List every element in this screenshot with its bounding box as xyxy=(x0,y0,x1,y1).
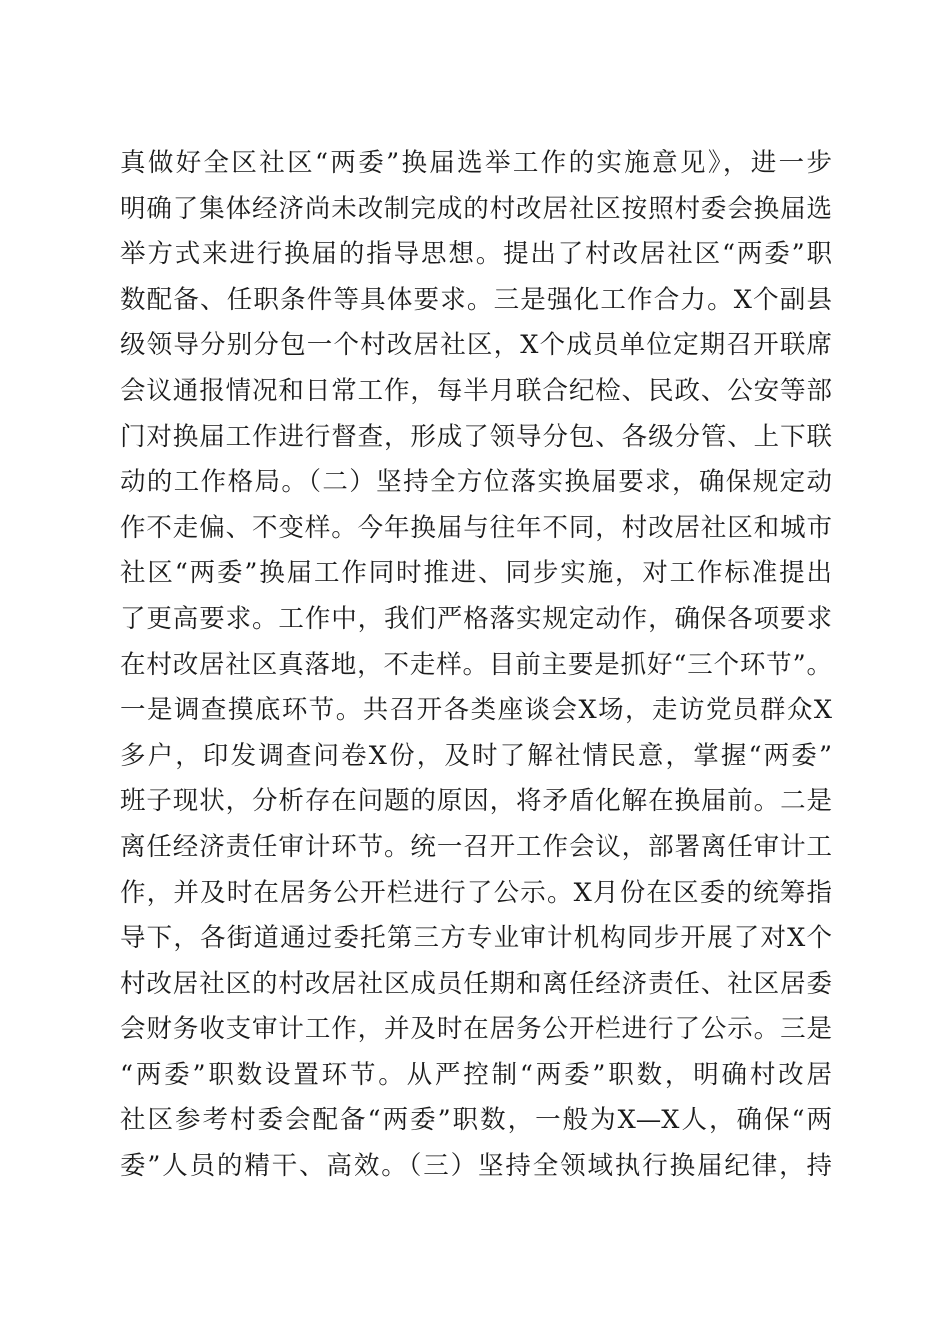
text-line: 真做好全区社区“两委”换届选举工作的实施意见》，进一步 xyxy=(120,148,832,178)
text-line: 在村改居社区真落地，不走样。目前主要是抓好“三个环节”。 xyxy=(120,649,832,680)
text-line: 门对换届工作进行督查，形成了领导分包、各级分管、上下联 xyxy=(120,421,832,452)
text-line: 级领导分别分包一个村改居社区，X个成员单位定期召开联席 xyxy=(120,330,832,361)
text-line: 会财务收支审计工作，并及时在居务公开栏进行了公示。三是 xyxy=(120,1014,832,1045)
text-line: 会议通报情况和日常工作，每半月联合纪检、民政、公安等部 xyxy=(120,375,832,406)
text-line: 作，并及时在居务公开栏进行了公示。X月份在区委的统筹指 xyxy=(120,877,832,908)
text-line: 社区参考村委会配备“两委”职数，一般为X—X人，确保“两 xyxy=(120,1105,832,1136)
text-line: 多户，印发调查问卷X份，及时了解社情民意，掌握“两委” xyxy=(120,740,832,771)
text-line: 明确了集体经济尚未改制完成的村改居社区按照村委会换届选 xyxy=(120,193,832,224)
text-line: 班子现状，分析存在问题的原因，将矛盾化解在换届前。二是 xyxy=(120,786,832,817)
body-text xyxy=(120,141,832,1190)
text-line: 离任经济责任审计环节。统一召开工作会议，部署离任审计工 xyxy=(120,831,832,862)
text-line: 村改居社区的村改居社区成员任期和离任经济责任、社区居委 xyxy=(120,968,832,999)
text-line: 动的工作格局。（二）坚持全方位落实换届要求，确保规定动 xyxy=(120,467,832,498)
text-line: “两委”职数设置环节。从严控制“两委”职数，明确村改居 xyxy=(120,1059,832,1090)
text-line: 举方式来进行换届的指导思想。提出了村改居社区“两委”职 xyxy=(120,239,832,270)
text-line: 委”人员的精干、高效。（三）坚持全领域执行换届纪律，持 xyxy=(120,1151,832,1182)
text-line: 作不走偏、不变样。今年换届与往年不同，村改居社区和城市 xyxy=(120,512,832,543)
text-line: 导下，各街道通过委托第三方专业审计机构同步开展了对X个 xyxy=(120,923,832,954)
text-line: 了更高要求。工作中，我们严格落实规定动作，确保各项要求 xyxy=(120,603,832,634)
text-line: 一是调查摸底环节。共召开各类座谈会X场，走访党员群众X xyxy=(120,695,832,726)
text-line: 数配备、任职条件等具体要求。三是强化工作合力。X个副县 xyxy=(120,284,832,315)
text-line: 社区“两委”换届工作同时推进、同步实施，对工作标准提出 xyxy=(120,558,832,589)
